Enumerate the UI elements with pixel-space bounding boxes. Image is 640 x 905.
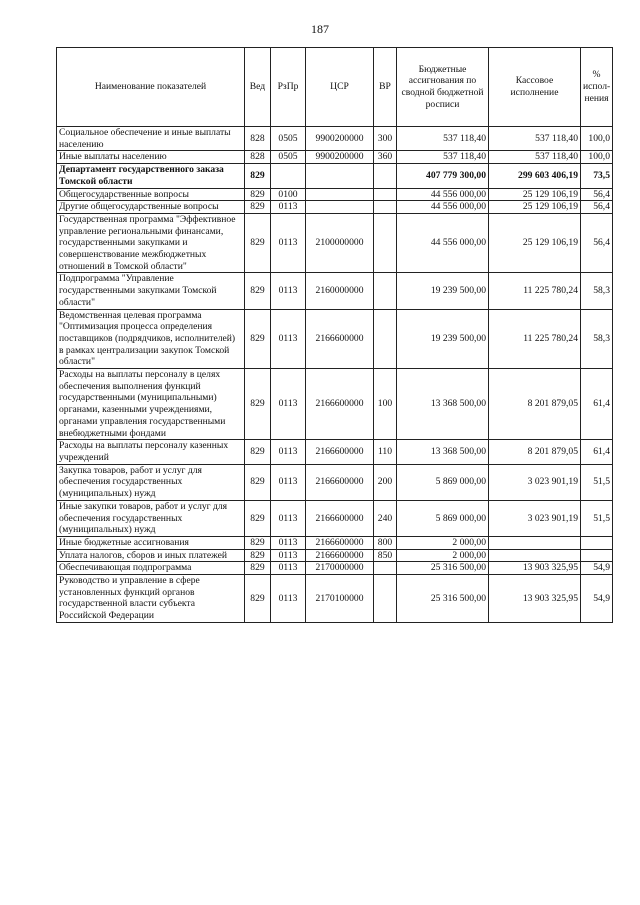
table-header-row (57, 48, 613, 127)
row-rzpr: 0113 (271, 464, 306, 500)
table-row (57, 440, 613, 464)
row-execution-percent: 61,4 (581, 369, 613, 440)
row-execution-percent: 58,3 (581, 309, 613, 369)
row-csr (306, 164, 374, 188)
row-execution-percent (581, 536, 613, 549)
row-budget-assignment: 25 316 500,00 (397, 562, 489, 575)
row-name: Расходы на выплаты персоналу в целях обеспечения выполнения функций государственными (муниципальными) органами, казенными учреждениями, органами управления государственными внебюджетными фондами (57, 369, 245, 440)
row-budget-assignment: 44 556 000,00 (397, 213, 489, 273)
row-cash-execution: 11 225 780,24 (489, 309, 581, 369)
row-csr: 2166600000 (306, 500, 374, 536)
row-name: Ведомственная целевая программа "Оптимизация процесса определения поставщиков (подрядчиков, исполнителей) в рамках централизации закупок Томской области" (57, 309, 245, 369)
row-budget-assignment: 13 368 500,00 (397, 440, 489, 464)
row-rzpr: 0113 (271, 562, 306, 575)
row-execution-percent: 56,4 (581, 201, 613, 214)
row-budget-assignment: 19 239 500,00 (397, 309, 489, 369)
row-vr (374, 309, 397, 369)
row-name: Иные закупки товаров, работ и услуг для обеспечения государственных (муниципальных) нужд (57, 500, 245, 536)
header-csr: ЦСР (306, 48, 374, 127)
row-rzpr: 0113 (271, 536, 306, 549)
row-rzpr: 0113 (271, 201, 306, 214)
row-csr (306, 188, 374, 201)
row-vr (374, 201, 397, 214)
table-row (57, 549, 613, 562)
row-name: Государственная программа "Эффективное управление региональными финансами, государственными закупками и совершенствование межбюджетных отношений в Томской области" (57, 213, 245, 273)
row-ved: 829 (245, 369, 271, 440)
table-row (57, 164, 613, 188)
row-budget-assignment: 13 368 500,00 (397, 369, 489, 440)
row-cash-execution: 537 118,40 (489, 127, 581, 151)
row-ved: 829 (245, 500, 271, 536)
row-cash-execution: 3 023 901,19 (489, 500, 581, 536)
row-budget-assignment: 537 118,40 (397, 151, 489, 164)
row-name: Иные бюджетные ассигнования (57, 536, 245, 549)
row-execution-percent: 61,4 (581, 440, 613, 464)
row-budget-assignment: 407 779 300,00 (397, 164, 489, 188)
budget-execution-table (56, 47, 613, 623)
row-csr: 2166600000 (306, 369, 374, 440)
row-vr: 360 (374, 151, 397, 164)
row-ved: 829 (245, 440, 271, 464)
row-vr (374, 188, 397, 201)
row-ved: 829 (245, 213, 271, 273)
row-name: Обеспечивающая подпрограмма (57, 562, 245, 575)
table-row (57, 500, 613, 536)
row-csr: 2166600000 (306, 536, 374, 549)
row-vr: 800 (374, 536, 397, 549)
row-cash-execution: 8 201 879,05 (489, 440, 581, 464)
row-cash-execution: 13 903 325,95 (489, 562, 581, 575)
table-row (57, 273, 613, 309)
row-vr: 300 (374, 127, 397, 151)
row-execution-percent: 100,0 (581, 127, 613, 151)
table-row (57, 188, 613, 201)
row-csr: 2166600000 (306, 464, 374, 500)
row-vr (374, 562, 397, 575)
row-ved: 828 (245, 151, 271, 164)
row-name: Расходы на выплаты персоналу казенных учреждений (57, 440, 245, 464)
row-execution-percent (581, 549, 613, 562)
header-rzpr: РзПр (271, 48, 306, 127)
row-ved: 829 (245, 201, 271, 214)
row-rzpr: 0113 (271, 309, 306, 369)
row-csr: 9900200000 (306, 151, 374, 164)
table-row (57, 464, 613, 500)
row-execution-percent: 51,5 (581, 500, 613, 536)
row-csr (306, 201, 374, 214)
row-ved: 829 (245, 562, 271, 575)
header-vr: ВР (374, 48, 397, 127)
row-cash-execution: 8 201 879,05 (489, 369, 581, 440)
row-budget-assignment: 537 118,40 (397, 127, 489, 151)
row-rzpr: 0505 (271, 151, 306, 164)
row-cash-execution: 13 903 325,95 (489, 575, 581, 623)
row-csr: 2100000000 (306, 213, 374, 273)
row-rzpr: 0113 (271, 500, 306, 536)
row-ved: 829 (245, 549, 271, 562)
row-cash-execution: 25 129 106,19 (489, 213, 581, 273)
row-cash-execution: 25 129 106,19 (489, 201, 581, 214)
row-name: Закупка товаров, работ и услуг для обеспечения государственных (муниципальных) нужд (57, 464, 245, 500)
table-row (57, 309, 613, 369)
row-ved: 829 (245, 464, 271, 500)
row-ved: 829 (245, 575, 271, 623)
row-budget-assignment: 2 000,00 (397, 536, 489, 549)
row-rzpr: 0100 (271, 188, 306, 201)
row-execution-percent: 56,4 (581, 188, 613, 201)
table-row (57, 575, 613, 623)
row-rzpr: 0113 (271, 369, 306, 440)
row-budget-assignment: 5 869 000,00 (397, 500, 489, 536)
row-csr: 2166600000 (306, 549, 374, 562)
row-execution-percent: 56,4 (581, 213, 613, 273)
row-name: Департамент государственного заказа Томской области (57, 164, 245, 188)
row-ved: 829 (245, 188, 271, 201)
row-vr: 200 (374, 464, 397, 500)
row-cash-execution (489, 536, 581, 549)
row-ved: 829 (245, 536, 271, 549)
row-budget-assignment: 2 000,00 (397, 549, 489, 562)
row-csr: 2160000000 (306, 273, 374, 309)
table-row (57, 127, 613, 151)
row-cash-execution: 25 129 106,19 (489, 188, 581, 201)
row-cash-execution: 299 603 406,19 (489, 164, 581, 188)
table-row (57, 369, 613, 440)
row-budget-assignment: 44 556 000,00 (397, 188, 489, 201)
row-csr: 9900200000 (306, 127, 374, 151)
row-ved: 829 (245, 309, 271, 369)
row-name: Иные выплаты населению (57, 151, 245, 164)
row-name: Общегосударственные вопросы (57, 188, 245, 201)
row-execution-percent: 54,9 (581, 575, 613, 623)
header-name: Наименование показателей (57, 48, 245, 127)
page-number: 187 (311, 22, 329, 36)
row-rzpr: 0113 (271, 213, 306, 273)
row-cash-execution: 3 023 901,19 (489, 464, 581, 500)
row-rzpr (271, 164, 306, 188)
row-budget-assignment: 5 869 000,00 (397, 464, 489, 500)
row-budget-assignment: 44 556 000,00 (397, 201, 489, 214)
row-rzpr: 0113 (271, 549, 306, 562)
row-vr: 100 (374, 369, 397, 440)
row-csr: 2170100000 (306, 575, 374, 623)
row-execution-percent: 100,0 (581, 151, 613, 164)
row-csr: 2166600000 (306, 440, 374, 464)
header-ved: Вед (245, 48, 271, 127)
row-csr: 2170000000 (306, 562, 374, 575)
table-row (57, 213, 613, 273)
row-ved: 829 (245, 164, 271, 188)
row-budget-assignment: 25 316 500,00 (397, 575, 489, 623)
table-row (57, 536, 613, 549)
table-row (57, 201, 613, 214)
row-name: Руководство и управление в сфере установленных функций органов государственной власти субъекта Российской Федерации (57, 575, 245, 623)
row-ved: 829 (245, 273, 271, 309)
row-rzpr: 0113 (271, 575, 306, 623)
row-cash-execution: 11 225 780,24 (489, 273, 581, 309)
row-vr (374, 213, 397, 273)
row-name: Уплата налогов, сборов и иных платежей (57, 549, 245, 562)
row-vr: 240 (374, 500, 397, 536)
row-csr: 2166600000 (306, 309, 374, 369)
row-vr (374, 164, 397, 188)
table-row (57, 151, 613, 164)
row-cash-execution (489, 549, 581, 562)
row-vr (374, 273, 397, 309)
table-row (57, 562, 613, 575)
row-execution-percent: 58,3 (581, 273, 613, 309)
row-vr: 110 (374, 440, 397, 464)
header-execution-percent: % испол-нения (581, 48, 613, 127)
row-execution-percent: 54,9 (581, 562, 613, 575)
header-budget-assignments: Бюджетные ассигнования по сводной бюджетной росписи (397, 48, 489, 127)
row-rzpr: 0113 (271, 273, 306, 309)
row-budget-assignment: 19 239 500,00 (397, 273, 489, 309)
row-name: Подпрограмма "Управление государственными закупками Томской области" (57, 273, 245, 309)
row-execution-percent: 73,5 (581, 164, 613, 188)
row-ved: 828 (245, 127, 271, 151)
header-cash-execution: Кассовое исполнение (489, 48, 581, 127)
row-vr (374, 575, 397, 623)
row-rzpr: 0505 (271, 127, 306, 151)
row-vr: 850 (374, 549, 397, 562)
row-cash-execution: 537 118,40 (489, 151, 581, 164)
row-rzpr: 0113 (271, 440, 306, 464)
row-name: Социальное обеспечение и иные выплаты населению (57, 127, 245, 151)
row-name: Другие общегосударственные вопросы (57, 201, 245, 214)
row-execution-percent: 51,5 (581, 464, 613, 500)
